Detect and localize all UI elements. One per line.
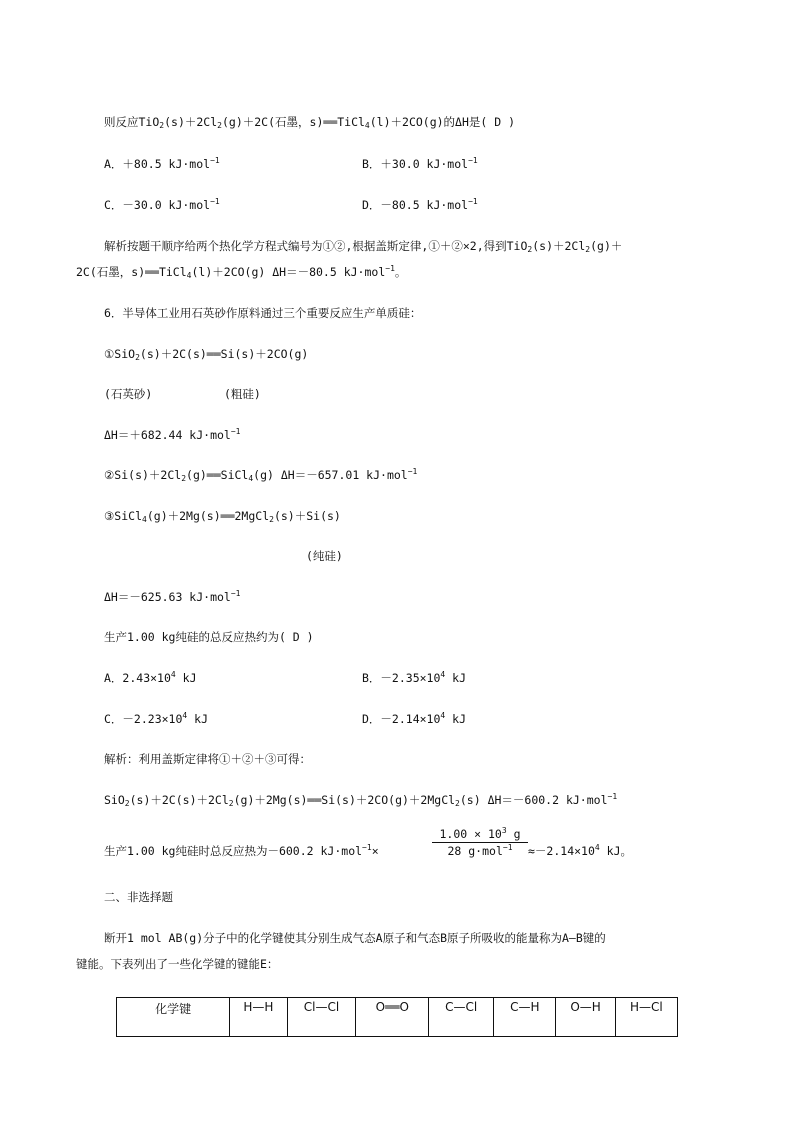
sup: −1 <box>210 156 220 165</box>
q6-reaction-3 <box>104 508 341 524</box>
q5-text-d: (l)＋2CO(g)的ΔH是( D ) <box>369 115 516 129</box>
q5-text-a: 则反应TiO <box>104 115 160 129</box>
sup: −1 <box>468 156 478 165</box>
bond-energy-table <box>116 997 678 1037</box>
q6-question: 生产1.00 kg纯硅的总反应热约为( D ) <box>104 630 314 644</box>
sub: 4 <box>248 474 254 483</box>
sup: 3 <box>501 826 507 835</box>
table-row <box>117 998 678 1037</box>
q5-analysis-line-2 <box>76 264 406 280</box>
q6-reaction-1 <box>104 346 308 362</box>
sup: 4 <box>170 670 176 679</box>
text: (g)＋2Mg(s)══2MgCl <box>146 509 270 523</box>
table-header-cell: O—H <box>556 998 615 1037</box>
sub: 4 <box>142 515 147 524</box>
section2-title: 二、非选择题 <box>104 890 173 904</box>
q5-option-d-text: D．－80.5 kJ·mol <box>362 198 469 212</box>
q6-analysis-head: 解析：利用盖斯定律将①＋②＋③可得： <box>104 752 311 766</box>
sup: −1 <box>607 792 618 801</box>
text: 解析按题干顺序给两个热化学方程式编号为①②,根据盖斯定律,①＋②×2,得到TiO <box>104 239 528 253</box>
table-header-cell: C—H <box>494 998 556 1037</box>
sup: −1 <box>385 264 395 273</box>
table-header-cell: O══O <box>356 998 429 1037</box>
sub: 2 <box>135 353 140 362</box>
q5-analysis-line-1 <box>104 238 622 254</box>
text: SiO <box>104 793 125 807</box>
sup: −1 <box>468 197 478 206</box>
table-header-cell: C—Cl <box>429 998 494 1037</box>
sup: 4 <box>182 711 188 720</box>
sub: 2 <box>217 121 222 130</box>
fraction-bar <box>432 842 528 843</box>
fraction-denominator <box>432 844 528 858</box>
sup: −1 <box>362 843 372 852</box>
sup: −1 <box>407 467 418 476</box>
q5-option-c-text: C．－30.0 kJ·mol <box>104 198 211 212</box>
sub: 2 <box>124 799 130 808</box>
text: (g)══SiCl <box>186 468 249 482</box>
q5-reaction-line <box>104 114 515 130</box>
q6-option-c <box>104 711 208 727</box>
text: (g)＋2Mg(s)══Si(s)＋2CO(g)＋2MgCl <box>233 793 456 807</box>
text: kJ <box>445 671 466 685</box>
sup: −1 <box>210 197 220 206</box>
text: 生产1.00 kg纯硅时总反应热为－600.2 kJ·mol <box>104 844 363 858</box>
text: kJ。 <box>599 844 632 858</box>
table-header-cell: 化学键 <box>117 998 230 1037</box>
text: (g) ΔH＝－657.01 kJ·mol <box>253 468 408 482</box>
sub: 4 <box>186 271 192 280</box>
q6-r1-dh <box>104 427 241 443</box>
text: kJ <box>445 712 466 726</box>
text: ≈－2.14×10 <box>528 844 595 858</box>
section2-intro-line-2: 键能。下表列出了一些化学键的键能E： <box>76 957 279 971</box>
q5-option-b-text: B．＋30.0 kJ·mol <box>362 157 469 171</box>
text: g <box>506 827 521 841</box>
q5-option-c <box>104 197 220 213</box>
q6-r3-dh <box>104 589 241 605</box>
q5-option-a <box>104 156 220 172</box>
sub: 2 <box>269 515 274 524</box>
q6-total-reaction <box>104 792 617 808</box>
table-header-cell: H—Cl <box>615 998 677 1037</box>
text: ΔH＝－625.63 kJ·mol <box>104 590 231 604</box>
sup: 4 <box>440 670 446 679</box>
q5-option-b <box>362 156 478 172</box>
sup: 4 <box>594 843 600 852</box>
text: ②Si(s)＋2Cl <box>104 468 182 482</box>
text: ①SiO <box>104 347 136 361</box>
q6-calc-result <box>528 843 632 859</box>
sup: 4 <box>440 711 446 720</box>
sup: −1 <box>230 427 241 436</box>
text: kJ <box>187 712 208 726</box>
q5-text-b: (s)＋2Cl <box>164 115 218 129</box>
q6-calc-prefix <box>104 843 379 859</box>
sub: 2 <box>455 799 460 808</box>
table-header-cell: Cl—Cl <box>287 998 356 1037</box>
text: A．2.43×10 <box>104 671 171 685</box>
q6-reaction-2 <box>104 467 417 483</box>
text: (s)＋2C(s)══Si(s)＋2CO(g) <box>139 347 309 361</box>
text: × <box>371 844 379 858</box>
text: 2C(石墨，s)══TiCl <box>76 265 187 279</box>
sub: 4 <box>364 121 370 130</box>
text: (s)＋Si(s) <box>273 509 341 523</box>
text: ③SiCl <box>104 509 143 523</box>
text: (s)＋2Cl <box>532 239 586 253</box>
text: C．－2.23×10 <box>104 712 183 726</box>
q5-option-a-text: A．＋80.5 kJ·mol <box>104 157 211 171</box>
text: kJ <box>175 671 197 685</box>
text: (l)＋2CO(g) ΔH＝－80.5 kJ·mol <box>191 265 386 279</box>
text: (s) ΔH＝－600.2 kJ·mol <box>459 793 608 807</box>
sub: 2 <box>159 121 165 130</box>
text: ΔH＝＋682.44 kJ·mol <box>104 428 231 442</box>
q6-stem: 6．半导体工业用石英砂作原料通过三个重要反应生产单质硅： <box>104 306 422 320</box>
sub: 2 <box>527 245 533 254</box>
q6-r3-label-pure-si: (纯硅) <box>306 549 343 563</box>
text: 28 g·mol <box>447 844 503 858</box>
q5-text-c: (g)＋2C(石墨，s)══TiCl <box>221 115 365 129</box>
section2-intro-line-1: 断开1 mol AB(g)分子中的化学键使其分别生成气态A原子和气态B原子所吸收的能量称为A—B键的 <box>104 931 606 945</box>
q6-option-d <box>362 711 466 727</box>
sup: −1 <box>230 589 241 598</box>
q6-r1-label-quartz: (石英砂) <box>104 387 153 401</box>
q6-option-a <box>104 670 197 686</box>
text: B．－2.35×10 <box>362 671 441 685</box>
q5-option-d <box>362 197 478 213</box>
q6-option-b <box>362 670 466 686</box>
sub: 2 <box>585 245 591 254</box>
fraction-numerator <box>432 827 528 841</box>
text: 1.00 × 10 <box>439 827 502 841</box>
table-header-cell: H—H <box>230 998 287 1037</box>
text: D．－2.14×10 <box>362 712 441 726</box>
q6-r1-label-crude-si: (粗硅) <box>224 387 261 401</box>
text: (g)＋ <box>590 239 623 253</box>
sub: 2 <box>181 474 187 483</box>
sup: −1 <box>502 843 513 852</box>
text: (s)＋2C(s)＋2Cl <box>129 793 229 807</box>
q6-calc-fraction <box>432 827 528 858</box>
text: 。 <box>394 265 407 279</box>
sub: 2 <box>228 799 234 808</box>
